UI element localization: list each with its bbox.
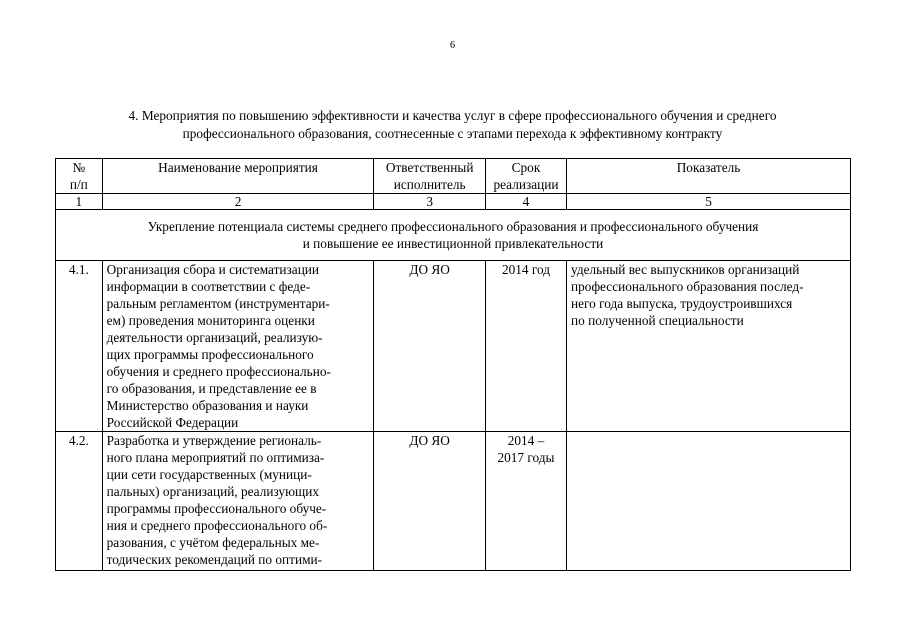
header-executor: Ответственный исполнитель <box>374 159 486 194</box>
row-number: 4.2. <box>56 432 103 571</box>
table-row <box>56 432 851 571</box>
column-number: 3 <box>374 194 486 210</box>
row-measure-name: Разработка и утверждение региональ- ного плана мероприятий по оптимиза- ции сети государственных (муници- пальных) организаций, реализующих программы профессионального обуче- ния и среднего профессионального об- разования, с учётом федеральных ме- тодических рекомендаций по оптими- <box>102 432 374 571</box>
header-num: № п/п <box>56 159 103 194</box>
column-number: 5 <box>567 194 851 210</box>
table-row <box>56 261 851 432</box>
section-title-line: профессионального образования, соотнесенные с этапами перехода к эффективному контракту <box>182 126 723 141</box>
page-number: 6 <box>450 40 455 51</box>
row-term: 2014 год <box>485 261 566 432</box>
row-indicator <box>567 432 851 571</box>
header-indicator: Показатель <box>567 159 851 194</box>
section-heading-row <box>56 210 851 261</box>
table-header-row <box>56 159 851 194</box>
header-name: Наименование мероприятия <box>102 159 374 194</box>
column-number: 1 <box>56 194 103 210</box>
row-term: 2014 – 2017 годы <box>485 432 566 571</box>
row-indicator: удельный вес выпускников организаций профессионального образования послед- него года выпуска, трудоустроившихся по полученной специальности <box>567 261 851 432</box>
column-number: 2 <box>102 194 374 210</box>
section-title-line: 4. Мероприятия по повышению эффективности и качества услуг в сфере профессионального обучения и среднего <box>128 108 777 123</box>
row-measure-name: Организация сбора и систематизации информации в соответствии с феде- ральным регламентом (инструментари- ем) проведения мониторинга оценки деятельности организаций, реализую- щих программы профессионального обучения и среднего профессионально- го образования, и представление ее в Министерство образования и науки Российской Федерации <box>102 261 374 432</box>
section-title <box>60 107 845 143</box>
row-executor: ДО ЯО <box>374 432 486 571</box>
header-term: Срок реализации <box>485 159 566 194</box>
measures-table <box>55 158 851 571</box>
row-number: 4.1. <box>56 261 103 432</box>
column-number-row <box>56 194 851 210</box>
row-executor: ДО ЯО <box>374 261 486 432</box>
column-number: 4 <box>485 194 566 210</box>
section-heading: Укрепление потенциала системы среднего профессионального образования и профессионального обучения и повышение ее инвестиционной привлекательности <box>56 210 851 261</box>
